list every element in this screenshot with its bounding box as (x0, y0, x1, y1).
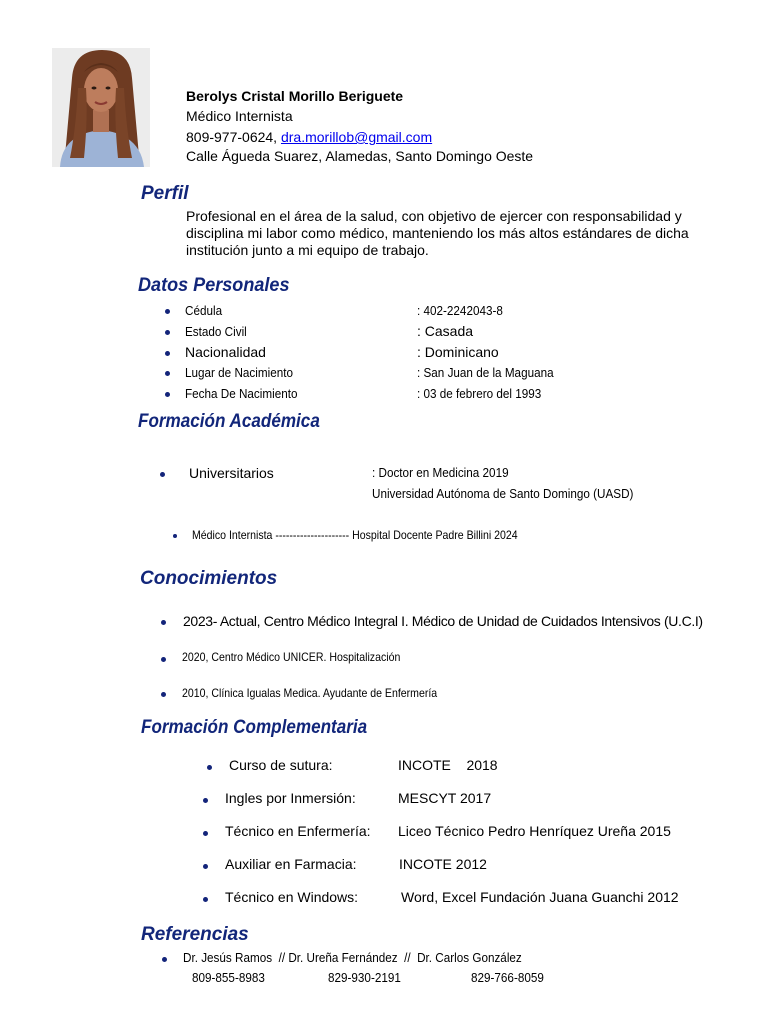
referencia-phone: 829-766-8059 (471, 970, 544, 985)
conocimientos-item: 2010, Clínica Igualas Medica. Ayudante de Enfermería (182, 686, 438, 700)
bullet-icon (161, 657, 166, 662)
complementaria-value: INCOTE 2018 (398, 757, 498, 773)
referencias-names: Dr. Jesús Ramos // Dr. Ureña Fernández // Dr. Carlos González (183, 950, 522, 965)
complementaria-value: Liceo Técnico Pedro Henríquez Ureña 2015 (398, 823, 671, 839)
bullet-icon (173, 534, 177, 538)
candidate-title: Médico Internista (186, 108, 293, 124)
formacion-uni-degree: : Doctor en Medicina 2019 (372, 465, 509, 480)
bullet-icon (207, 765, 212, 770)
bullet-icon (203, 798, 208, 803)
bullet-icon (165, 371, 170, 376)
formacion-uni-institution: Universidad Autónoma de Santo Domingo (UASD) (372, 486, 634, 501)
complementaria-value: Word, Excel Fundación Juana Guanchi 2012 (401, 889, 679, 905)
conocimientos-item: 2020, Centro Médico UNICER. Hospitalización (182, 650, 401, 664)
complementaria-label: Técnico en Windows: (225, 889, 359, 905)
datos-value: : San Juan de la Maguana (417, 365, 554, 380)
referencia-phone: 809-855-8983 (192, 970, 265, 985)
datos-label: Cédula (185, 303, 223, 318)
complementaria-label: Auxiliar en Farmacia: (225, 856, 357, 872)
bullet-icon (165, 392, 170, 397)
datos-value: : 402-2242043-8 (417, 303, 503, 318)
complementaria-label: Curso de sutura: (229, 757, 333, 773)
datos-label: Lugar de Nacimiento (185, 365, 293, 380)
complementaria-value: MESCYT 2017 (398, 790, 492, 806)
datos-label: Estado Civil (185, 324, 247, 339)
conocimientos-item: 2023- Actual, Centro Médico Integral I. Médico de Unidad de Cuidados Intensivos (U.C.I) (183, 613, 703, 629)
bullet-icon (161, 692, 166, 697)
bullet-icon (203, 864, 208, 869)
section-heading-datos: Datos Personales (138, 275, 290, 296)
profile-photo (52, 48, 150, 167)
section-heading-referencias: Referencias (141, 924, 249, 945)
referencia-phone: 829-930-2191 (328, 970, 401, 985)
formacion-residency: Médico Internista --------------------- Hospital Docente Padre Billini 2024 (192, 528, 518, 542)
datos-label: Fecha De Nacimiento (185, 386, 298, 401)
contact-line (186, 127, 432, 147)
datos-value: : Casada (417, 323, 474, 339)
section-heading-perfil: Perfil (141, 183, 189, 204)
email-link[interactable]: dra.morillob@gmail.com (280, 129, 433, 145)
datos-label: Nacionalidad (185, 344, 266, 360)
profile-text: Profesional en el área de la salud, con objetivo de ejercer con responsabilidad y disciplina mi labor como médico, manteniendo los más altos estándares de dicha institución junto a mi equipo de trabajo. (186, 208, 689, 258)
bullet-icon (203, 897, 208, 902)
section-heading-formacion: Formación Académica (138, 411, 320, 432)
formacion-uni-label: Universitarios (189, 465, 274, 481)
address: Calle Águeda Suarez, Alamedas, Santo Domingo Oeste (186, 148, 534, 164)
datos-value: : Dominicano (417, 344, 499, 360)
complementaria-label: Técnico en Enfermería: (225, 823, 371, 839)
complementaria-label: Ingles por Inmersión: (225, 790, 356, 806)
phone-number: 809-977-0624, (186, 129, 278, 145)
section-heading-complementaria: Formación Complementaria (141, 717, 368, 738)
bullet-icon (165, 330, 170, 335)
bullet-icon (161, 620, 166, 625)
complementaria-value: INCOTE 2012 (399, 856, 487, 872)
bullet-icon (162, 957, 167, 962)
datos-value: : 03 de febrero del 1993 (417, 386, 542, 401)
section-heading-conocimientos: Conocimientos (140, 568, 278, 589)
bullet-icon (160, 472, 165, 477)
bullet-icon (203, 831, 208, 836)
candidate-name: Berolys Cristal Morillo Beriguete (186, 88, 404, 104)
bullet-icon (165, 309, 170, 314)
bullet-icon (165, 351, 170, 356)
